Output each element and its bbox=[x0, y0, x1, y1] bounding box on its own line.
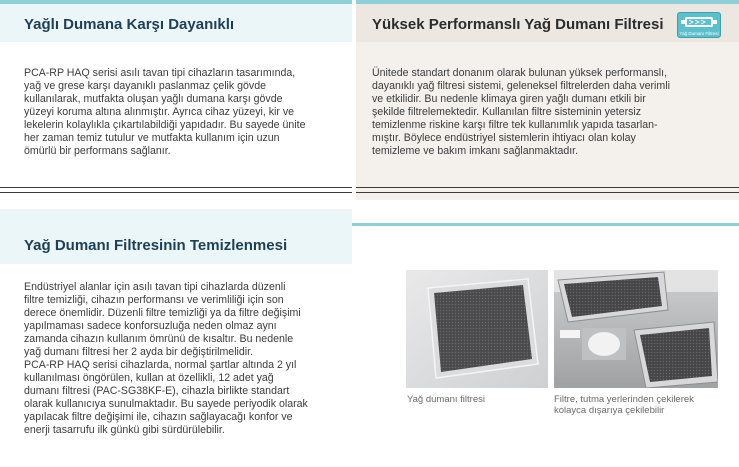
filter-removal-photo bbox=[554, 270, 718, 388]
section-body-high-performance-filter bbox=[372, 67, 670, 158]
body-line: zamanda cihazın kullanım ömrünü de kısaltır. Bu nedenle bbox=[24, 333, 294, 345]
body-line: kullanılması öngörülen, kullan at özellikli, 12 adet yağ bbox=[24, 372, 274, 384]
body-line: her zaman temiz tutulur ve mutfakta kullanım için uzun bbox=[24, 132, 280, 144]
filter-removal-image bbox=[554, 270, 718, 388]
body-line: PCA-RP HAQ serisi cihazlarda, normal şartlar altında 2 yıl bbox=[24, 359, 297, 371]
body-line: yağ dumanı filtresi her 2 ayda bir değiştirilmelidir. bbox=[24, 346, 254, 358]
filter-unit-icon bbox=[678, 14, 720, 31]
oil-smoke-filter-image bbox=[406, 270, 548, 388]
body-line: lekelerin kolaylıkla çıkartılabildiği yapıdadır. Bu sayede ünite bbox=[24, 119, 306, 131]
body-line: derece önemlidir. Düzenli filtre temizliği ya da filtre değişimi bbox=[24, 307, 301, 319]
body-line: ve etkilidir. Bu nedenle klimaya giren yağlı dumanı etkili bir bbox=[372, 93, 646, 105]
body-line: filtre temizliği, cihazın performansı ve verimliliği için son bbox=[24, 294, 284, 306]
body-line: temizlenme riskine karşı filtre tek kullanımlık yapıda tasarlan- bbox=[372, 119, 658, 131]
body-line: temizleme ve bakım imkanı sağlanmaktadır. bbox=[372, 145, 579, 157]
section-title-filter-cleaning: Yağ Dumanı Filtresinin Temizlenmesi bbox=[24, 237, 288, 254]
body-line: mıştır. Böylece endüstriyel sistemlerin ihtiyacı olan kolay bbox=[372, 132, 636, 144]
section-title-oil-resistance: Yağlı Dumana Karşı Dayanıklı bbox=[24, 16, 235, 33]
section-divider bbox=[356, 192, 739, 193]
body-line: olarak kullanıcıya sunulmaktadır. Bu sayede periyodik olarak bbox=[24, 398, 308, 410]
filter-badge bbox=[677, 12, 721, 38]
caption-line: kolayca dışarıya çekilebilir bbox=[554, 405, 665, 416]
caption-line: Yağ dumanı filtresi bbox=[407, 394, 485, 405]
body-line: enerji tasarrufu ilk günkü gibi sürdürülebilir. bbox=[24, 424, 225, 436]
body-line: Ünitede standart donanım olarak bulunan yüksek performanslı, bbox=[372, 67, 668, 79]
section-title-high-performance-filter: Yüksek Performanslı Yağ Dumanı Filtresi bbox=[372, 16, 664, 33]
body-line: ömürlü bir performans sağlanır. bbox=[24, 145, 171, 157]
panel-oil-resistance bbox=[0, 0, 352, 200]
body-line: Endüstriyel alanlar için asılı tavan tipi cihazlarda düzenli bbox=[24, 281, 286, 293]
section-divider bbox=[0, 192, 352, 193]
panel-filter-cleaning bbox=[0, 209, 352, 467]
body-line: kullanılarak, mutfakta oluşan yağlı dumana karşı gövde bbox=[24, 93, 283, 105]
section-divider bbox=[0, 187, 352, 188]
body-line: yapılacak filtre değişimi ile, cihazın sağlayacağı konfor ve bbox=[24, 411, 293, 423]
body-line: yüzeyi koruma altına alınmıştır. Ayrıca cihaz yüzeyi, kir ve bbox=[24, 106, 295, 118]
filter-badge-label: Yağ Dumanı Filtresi bbox=[679, 31, 719, 36]
section-separator-line bbox=[352, 223, 739, 226]
body-line: şekilde filtrelemektedir. Kullanılan filtre sisteminin yetersiz bbox=[372, 106, 642, 118]
section-body-filter-cleaning bbox=[24, 281, 308, 437]
body-line: dayanıklı yağ filtresi sistemi, geleneksel filtrelerden daha verimli bbox=[372, 80, 670, 92]
photo-caption-oil-smoke-filter bbox=[407, 394, 485, 405]
section-divider bbox=[356, 187, 739, 188]
oil-smoke-filter-photo bbox=[406, 270, 548, 388]
caption-line: Filtre, tutma yerlerinden çekilerek bbox=[554, 394, 694, 405]
body-line: yağ ve grese karşı dayanıklı paslanmaz çelik gövde bbox=[24, 80, 267, 92]
body-line: dumanı filtresi (PAC-SG38KF-E), cihazla birlikte standart bbox=[24, 385, 290, 397]
body-line: PCA-RP HAQ serisi asılı tavan tipi cihazların tasarımında, bbox=[24, 67, 296, 79]
section-body-oil-resistance bbox=[24, 67, 305, 158]
photo-caption-filter-removal bbox=[554, 394, 694, 416]
body-line: yapılmaması sadece konforsuzluğa neden olmaz aynı bbox=[24, 320, 277, 332]
